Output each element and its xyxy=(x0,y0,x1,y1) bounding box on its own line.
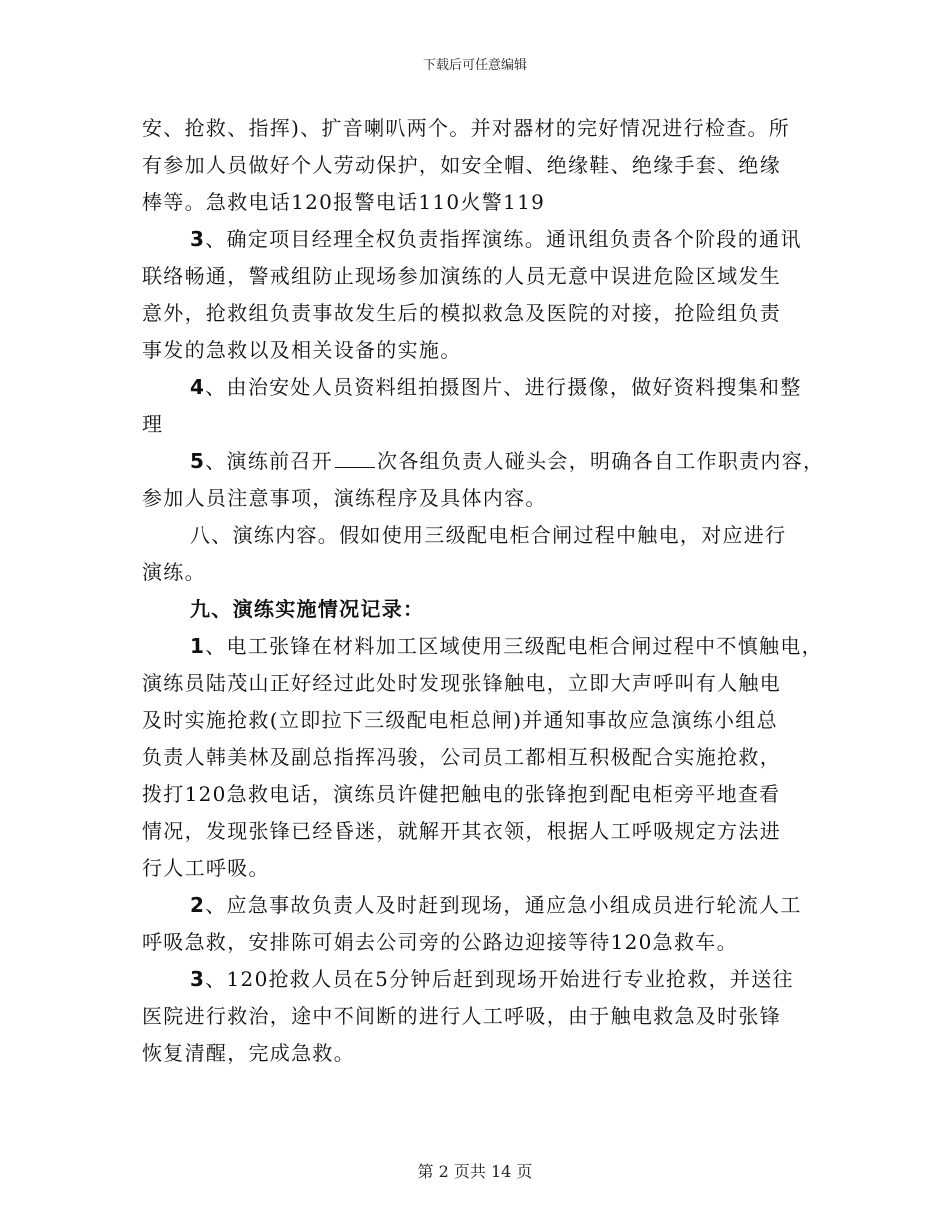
text-span: 、确定项目经理全权负责指挥演练。通讯组负责各个阶段的通讯 xyxy=(205,227,802,251)
fill-in-blank xyxy=(335,445,375,468)
item-number: 1 xyxy=(190,634,206,658)
text-span: 、120抢救人员在5分钟后赶到现场开始进行专业抢救，并送往 xyxy=(205,967,794,991)
item-number: 2 xyxy=(190,893,206,917)
record-1-first-line xyxy=(142,628,822,665)
text-span: 、应急事故负责人及时赶到现场，通应急小组成员进行轮流人工 xyxy=(205,893,802,917)
text-span: 次各组负责人碰头会，明确各自工作职责内容， xyxy=(377,449,825,473)
text-line: 及时实施抢救(立即拉下三级配电柜总闸)并通知事故应急演练小组总 xyxy=(142,708,778,732)
paragraph-4-first-line xyxy=(142,369,822,406)
item-number: 5 xyxy=(190,449,206,473)
item-number: 4 xyxy=(190,375,206,399)
section-8-line: 八、演练内容。假如使用三级配电柜合闸过程中触电，对应进行 xyxy=(190,523,787,547)
text-line: 医院进行救治，途中不间断的进行人工呼吸，由于触电救急及时张锋 xyxy=(142,1004,781,1028)
text-line: 呼吸急救，安排陈可娟去公司旁的公路边迎接等待120急救车。 xyxy=(142,930,738,954)
text-line: 意外，抢救组负责事故发生后的模拟救急及医院的对接，抢险组负责 xyxy=(142,301,781,325)
text-line: 演练员陆茂山正好经过此处时发现张锋触电，立即大声呼叫有人触电 xyxy=(142,671,781,695)
document-body xyxy=(142,110,825,1072)
text-span: 、演练前召开 xyxy=(205,449,334,473)
text-line: 负责人韩美林及副总指挥冯骏，公司员工都相互积极配合实施抢救， xyxy=(142,745,781,769)
text-line: 有参加人员做好个人劳动保护，如安全帽、绝缘鞋、绝缘手套、绝缘 xyxy=(142,153,781,177)
text-line: 行人工呼吸。 xyxy=(142,856,270,880)
item-number: 3 xyxy=(190,967,206,991)
text-span: 、由治安处人员资料组拍摄图片、进行摄像，做好资料搜集和整 xyxy=(205,375,802,399)
text-line: 理 xyxy=(142,412,164,436)
text-line: 演练。 xyxy=(142,560,206,584)
text-line: 事发的急救以及相关设备的实施。 xyxy=(142,338,462,362)
record-2-first-line xyxy=(142,887,822,924)
item-number: 3 xyxy=(190,227,206,251)
record-3-first-line xyxy=(142,961,822,998)
header-note: 下载后可任意编辑 xyxy=(422,58,527,73)
page-number: 第 2 页共 14 页 xyxy=(417,1162,533,1181)
section-9-heading: 九、演练实施情况记录： xyxy=(190,597,425,621)
text-line: 棒等。急救电话120报警电话110火警119 xyxy=(142,190,546,214)
text-line: 安、抢救、指挥)、扩音喇叭两个。并对器材的完好情况进行检查。所 xyxy=(142,116,791,140)
paragraph-3-first-line xyxy=(142,221,822,258)
text-line: 参加人员注意事项，演练程序及具体内容。 xyxy=(142,486,547,510)
text-line: 联络畅通，警戒组防止现场参加演练的人员无意中误进危险区域发生 xyxy=(142,264,781,288)
text-span: 、电工张锋在材料加工区域使用三级配电柜合闸过程中不慎触电， xyxy=(205,634,823,658)
text-line: 情况，发现张锋已经昏迷，就解开其衣领，根据人工呼吸规定方法进 xyxy=(142,819,781,843)
text-line: 拨打120急救电话，演练员许健把触电的张锋抱到配电柜旁平地查看 xyxy=(142,782,781,806)
text-line: 恢复清醒，完成急救。 xyxy=(142,1041,355,1065)
paragraph-5-first-line xyxy=(142,443,825,480)
